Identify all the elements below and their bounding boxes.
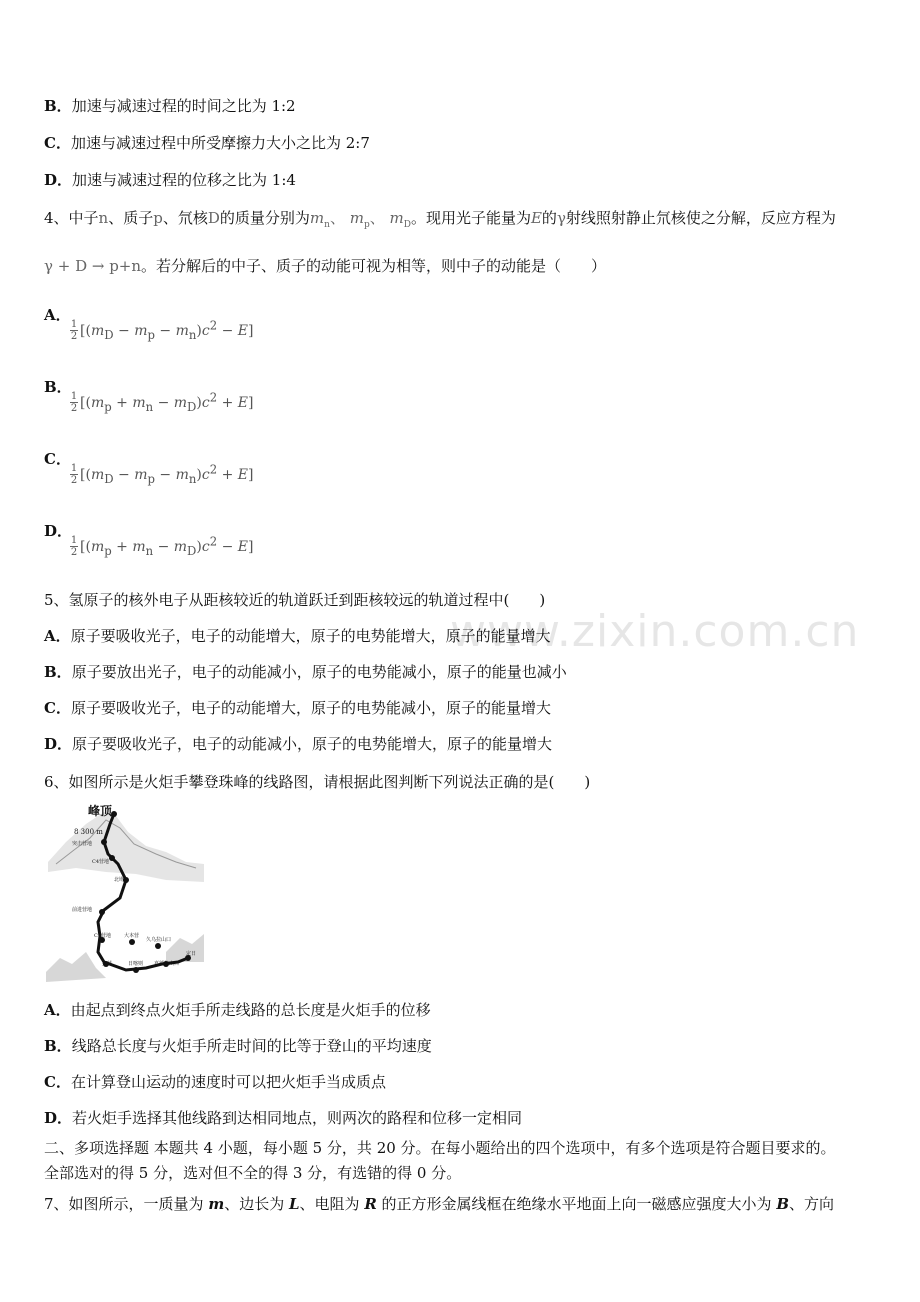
station-label: 前进营地: [72, 907, 93, 913]
length-symbol: L: [288, 1195, 300, 1213]
station-label: 突击营地: [72, 841, 93, 847]
station-label: 定日: [186, 951, 197, 957]
q5-option-d: D．原子要吸收光子，电子的动能减小，原子的电势能增大，原子的能量增大: [44, 735, 553, 753]
q4-option-c-label: C．: [44, 450, 71, 468]
q5-option-c: C．原子要吸收光子，电子的动能增大，原子的电势能减小，原子的能量增大: [44, 699, 551, 717]
peak-label: 峰顶: [88, 804, 113, 818]
q4-option-d-formula: $\frac{1}{2}$ $[(m_p + m_n - m_D)c^2 - E]$: [70, 534, 254, 559]
option-text: 加速与减速过程的时间之比为 1:2: [71, 97, 296, 115]
station-label: C1营地: [94, 933, 112, 939]
q4-option-a-label: A．: [44, 306, 71, 324]
q5-option-a: A．原子要吸收光子，电子的动能增大，原子的电势能增大，原子的能量增大: [44, 627, 551, 645]
neutron-symbol: n: [98, 209, 109, 227]
masses-formula: $m_n$、 $m_p$、 $m_D$: [309, 209, 411, 230]
option-text: 加速与减速过程的位移之比为 1:4: [72, 171, 296, 189]
q6-stem: 6、如图所示是火炬手攀登珠峰的线路图，请根据此图判断下列说法正确的是( ): [44, 773, 591, 791]
field-symbol: B: [776, 1195, 790, 1213]
proton-symbol: p: [153, 209, 163, 227]
station-label: 嘉德拉山口: [154, 961, 180, 967]
station-label: 日喀则: [128, 961, 144, 967]
altitude-label: 8 300 m: [74, 828, 103, 836]
resistance-symbol: R: [364, 1195, 377, 1213]
station-label: C4营地: [92, 859, 110, 865]
q4-stem-line1: 4、中子n、质子p、氘核D的质量分别为$m_n$、 $m_p$、 $m_D$。现用光子能量为E的γ射线照射静止氘核使之分解，反应方程为: [44, 209, 836, 230]
option-label: C．: [44, 134, 71, 152]
energy-symbol: E: [530, 209, 542, 227]
q4-option-c-formula: $\frac{1}{2}$ $[(m_D - m_p - m_n)c^2 + E]$: [70, 462, 254, 487]
station-label: 久乌拉山口: [146, 937, 172, 943]
q4-option-b-formula: $\frac{1}{2}$ $[(m_p + m_n - m_D)c^2 + E]$: [70, 390, 254, 415]
option-label: D．: [44, 171, 73, 189]
q4-option-d-label: D．: [44, 522, 73, 540]
q4-option-b-label: B．: [44, 378, 72, 396]
section-heading-line2: 全部选对的得 5 分，选对但不全的得 3 分，有选错的得 0 分。: [44, 1164, 462, 1182]
q7-stem: 7、如图所示，一质量为 m、边长为 L、电阻为 R 的正方形金属线框在绝缘水平地面上向一磁感应强度大小为 B、方向: [44, 1195, 835, 1213]
q4-stem-line2: γ + D → p+n。若分解后的中子、质子的动能可视为相等，则中子的动能是（ ）: [44, 257, 607, 275]
q6-option-d: D．若火炬手选择其他线路到达相同地点，则两次的路程和位移一定相同: [44, 1109, 523, 1127]
gamma-symbol: γ: [556, 209, 566, 227]
q6-option-c: C．在计算登山运动的速度时可以把火炬手当成质点: [44, 1073, 386, 1091]
q4-option-a-formula: $\frac{1}{2}$ $[(m_D - m_p - m_n)c^2 - E]$: [70, 318, 254, 343]
option-label: B．: [44, 97, 72, 115]
q3-option-d: [44, 170, 296, 190]
q6-option-a: A．由起点到终点火炬手所走线路的总长度是火炬手的位移: [44, 1001, 431, 1019]
station-label: 拉萨: [102, 961, 113, 967]
watermark: www.zixin.com.cn: [450, 606, 860, 657]
option-text: 加速与减速过程中所受摩擦力大小之比为 2:7: [70, 134, 370, 152]
q3-option-c: [44, 133, 370, 153]
station-label: 北坳: [114, 877, 125, 883]
route-map-svg: [46, 802, 206, 988]
q3-option-b: [44, 96, 296, 116]
section-heading-line1: 二、多项选择题 本题共 4 小题，每小题 5 分，共 20 分。在每小题给出的四个选项中，有多个选项是符合题目要求的。: [44, 1139, 836, 1157]
reaction-equation: γ + D → p+n: [44, 257, 142, 275]
route-map-figure: [46, 802, 206, 988]
q6-option-b: B．线路总长度与火炬手所走时间的比等于登山的平均速度: [44, 1037, 432, 1055]
mass-symbol: m: [208, 1195, 225, 1213]
deuteron-symbol: D: [207, 209, 220, 227]
q5-stem: 5、氢原子的核外电子从距核较近的轨道跃迁到距核较远的轨道过程中( ): [44, 591, 546, 609]
station-label: 大本营: [124, 933, 140, 939]
q5-option-b: B．原子要放出光子，电子的动能减小，原子的电势能减小，原子的能量也减小: [44, 663, 567, 681]
